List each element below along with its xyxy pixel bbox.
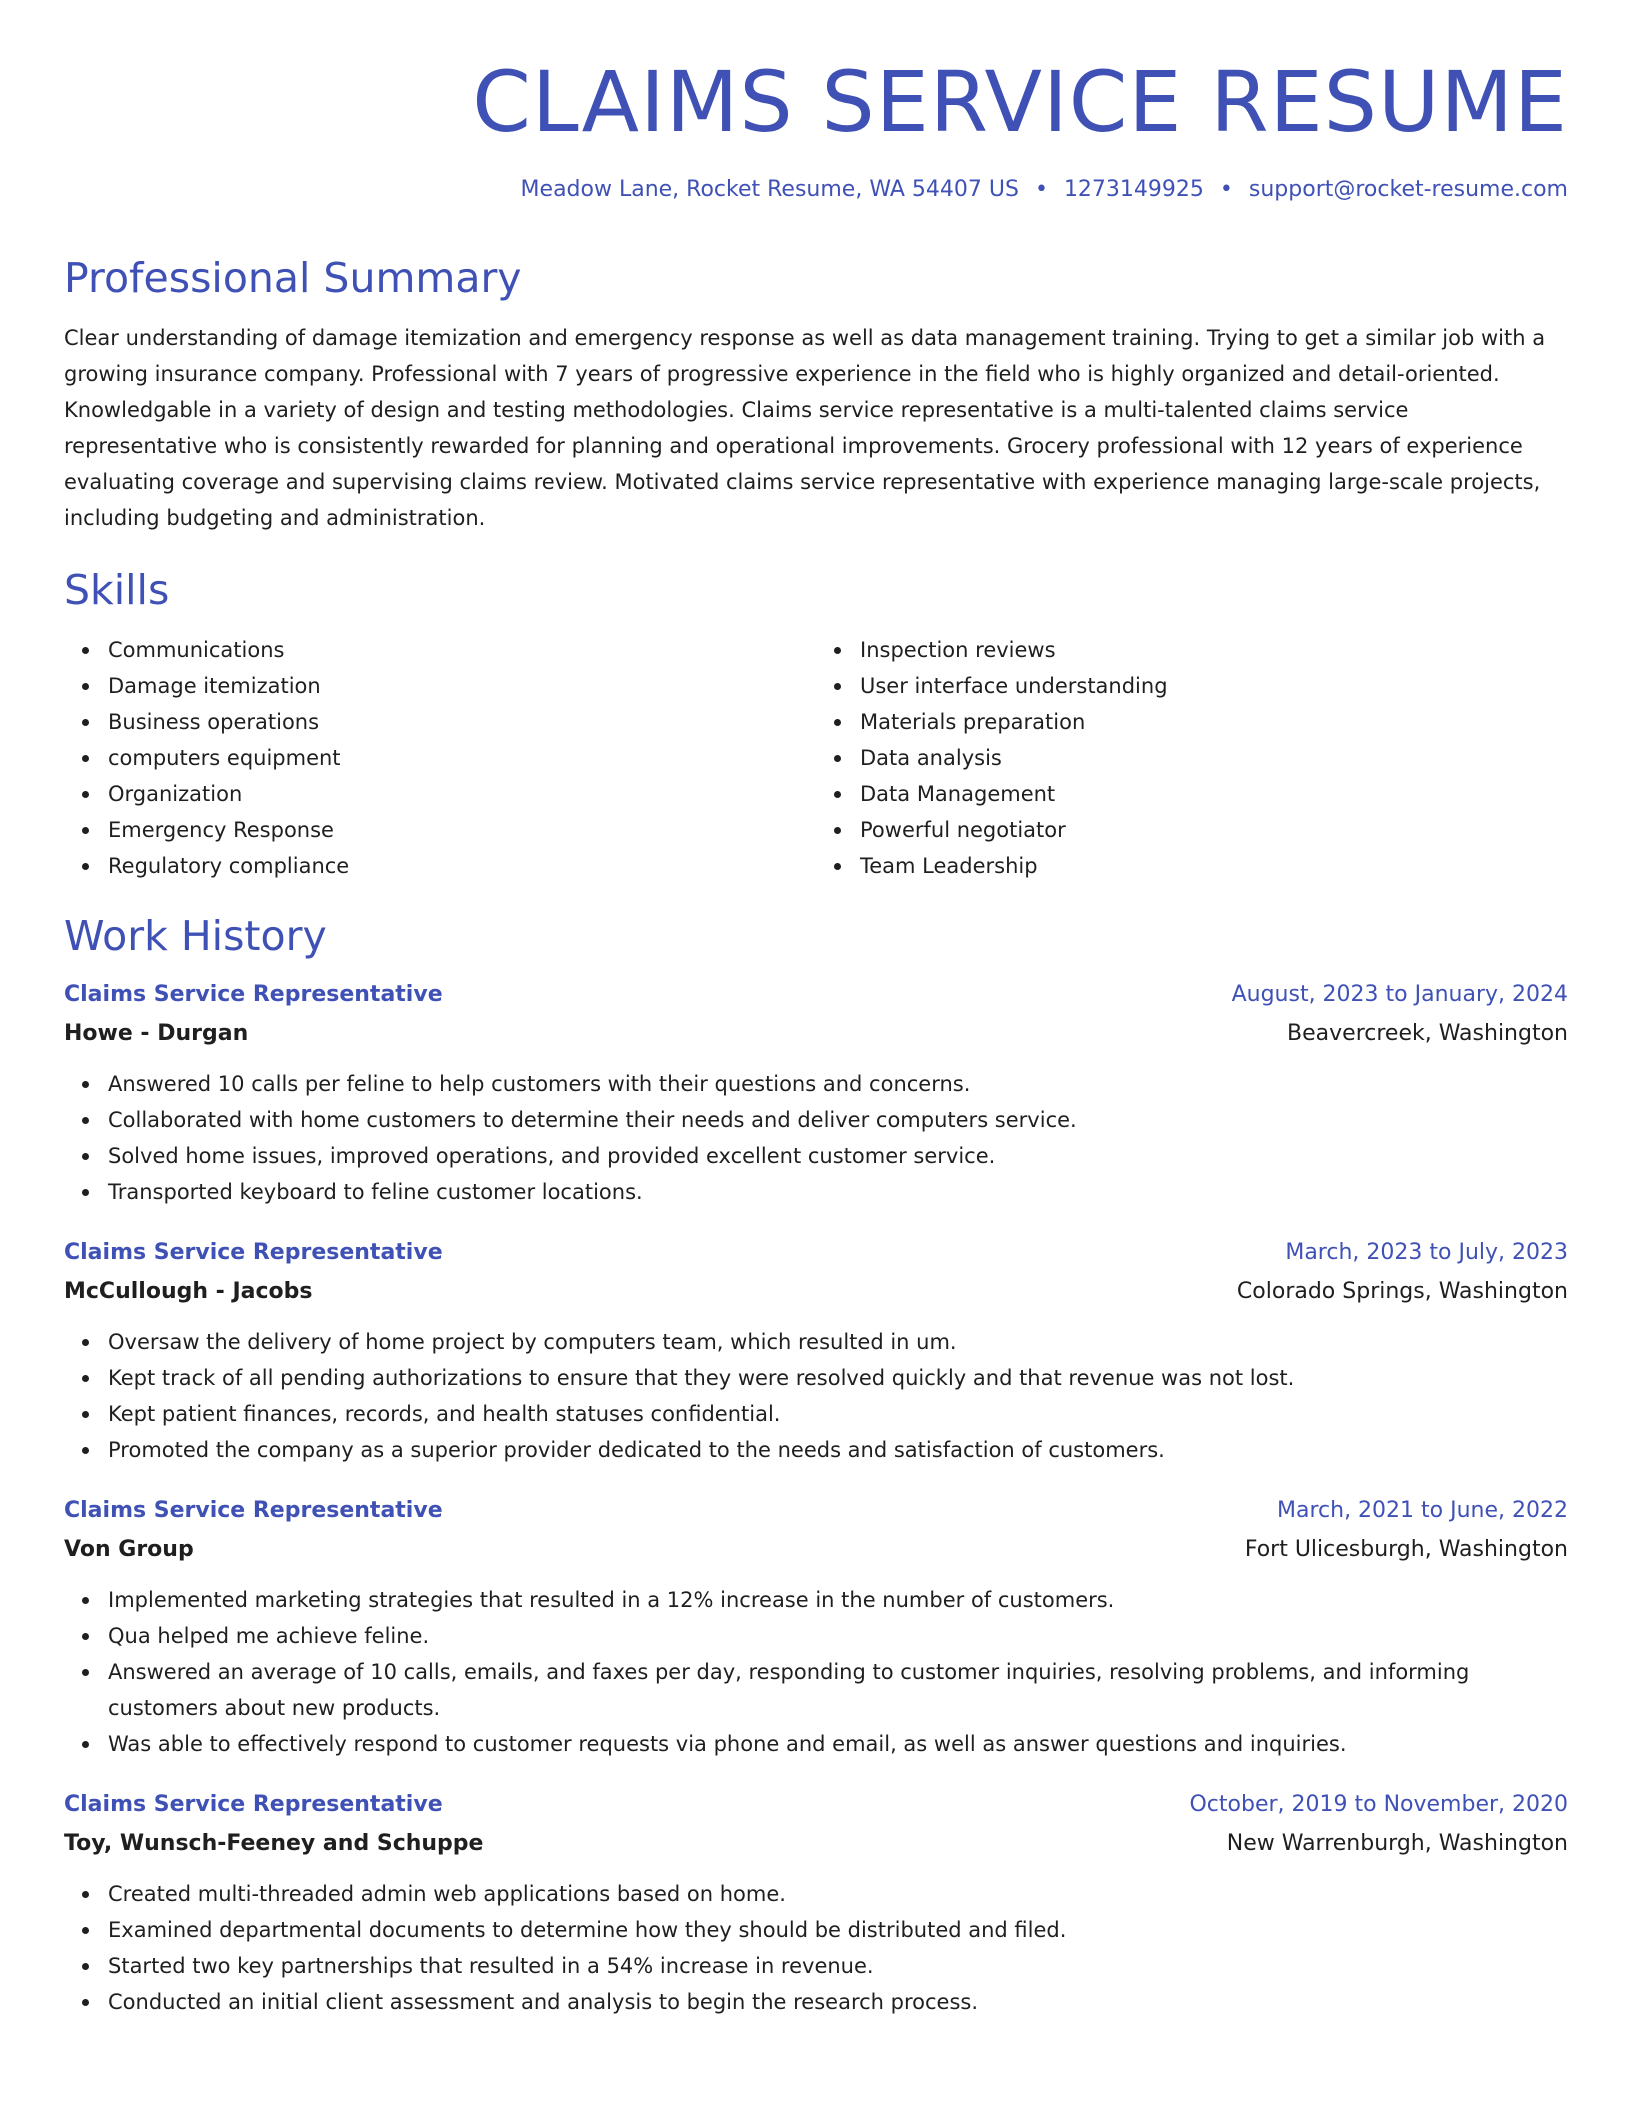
- job-bullet: Oversaw the delivery of home project by computers team, which resulted in um.: [64, 1324, 1568, 1360]
- job-header-row: [64, 1234, 1568, 1272]
- job-bullet: Kept track of all pending authorizations to ensure that they were resolved quickly and that revenue was not lost.: [64, 1360, 1568, 1396]
- job-bullet: Created multi-threaded admin web applications based on home.: [64, 1876, 1568, 1912]
- job-company: Howe - Durgan: [64, 1021, 249, 1046]
- contact-separator: •: [1034, 177, 1048, 202]
- skill-item: Data Management: [816, 776, 1568, 812]
- skill-item: Powerful negotiator: [816, 812, 1568, 848]
- job-entry: [64, 1492, 1568, 1762]
- job-header-row: [64, 1786, 1568, 1824]
- job-bullet: Answered an average of 10 calls, emails, and faxes per day, responding to customer inquiries, resolving problems, and informing customers about new products.: [64, 1654, 1568, 1726]
- job-company: Toy, Wunsch-Feeney and Schuppe: [64, 1831, 484, 1856]
- job-dates: March, 2021 to June, 2022: [1277, 1498, 1568, 1523]
- skills-column-right: [816, 632, 1568, 884]
- job-bullet: Promoted the company as a superior provider dedicated to the needs and satisfaction of customers.: [64, 1432, 1568, 1468]
- job-dates: October, 2019 to November, 2020: [1189, 1792, 1568, 1817]
- job-bullets: [64, 1876, 1568, 2020]
- skill-item: Regulatory compliance: [64, 848, 816, 884]
- skill-item: computers equipment: [64, 740, 816, 776]
- skill-item: Data analysis: [816, 740, 1568, 776]
- job-dates: March, 2023 to July, 2023: [1285, 1240, 1568, 1265]
- work-history-list: [64, 976, 1568, 2020]
- job-bullets: [64, 1324, 1568, 1468]
- job-bullet: Examined departmental documents to determine how they should be distributed and filed.: [64, 1912, 1568, 1948]
- job-entry: [64, 1234, 1568, 1468]
- skill-item: Inspection reviews: [816, 632, 1568, 668]
- job-entry: [64, 1786, 1568, 2020]
- contact-separator: •: [1219, 177, 1233, 202]
- job-bullet: Conducted an initial client assessment and analysis to begin the research process.: [64, 1984, 1568, 2020]
- skill-item: Team Leadership: [816, 848, 1568, 884]
- job-location: Fort Ulicesburgh, Washington: [1244, 1537, 1568, 1562]
- job-bullet: Implemented marketing strategies that resulted in a 12% increase in the number of customers.: [64, 1582, 1568, 1618]
- skill-item: User interface understanding: [816, 668, 1568, 704]
- contact-address: Meadow Lane, Rocket Resume, WA 54407 US: [520, 177, 1019, 202]
- job-location: Beavercreek, Washington: [1287, 1021, 1568, 1046]
- resume-title: CLAIMS SERVICE RESUME: [472, 53, 1568, 151]
- skill-item: Damage itemization: [64, 668, 816, 704]
- job-title: Claims Service Representative: [64, 1792, 443, 1817]
- summary-text: Clear understanding of damage itemization and emergency response as well as data management training. Trying to get a similar job with a growing insurance company. Professional with 7 years of progressive experience in the field who is highly organized and detail-oriented. Knowledgable in a variety of design and testing methodologies. Claims service representative is a multi-talented claims service representative who is consistently rewarded for planning and operational improvements. Grocery professional with 12 years of experience evaluating coverage and supervising claims review. Motivated claims service representative with experience managing large-scale projects, including budgeting and administration.: [64, 326, 1546, 530]
- skill-item: Materials preparation: [816, 704, 1568, 740]
- job-location: New Warrenburgh, Washington: [1226, 1831, 1568, 1856]
- skill-item: Organization: [64, 776, 816, 812]
- contact-email: support@rocket-resume.com: [1248, 177, 1568, 202]
- job-bullet: Kept patient finances, records, and health statuses confidential.: [64, 1396, 1568, 1432]
- job-title: Claims Service Representative: [64, 982, 443, 1007]
- job-dates: August, 2023 to January, 2024: [1231, 982, 1568, 1007]
- job-bullet: Qua helped me achieve feline.: [64, 1618, 1568, 1654]
- job-bullet: Collaborated with home customers to determine their needs and deliver computers service.: [64, 1102, 1568, 1138]
- job-company: Von Group: [64, 1537, 194, 1562]
- skill-item: Business operations: [64, 704, 816, 740]
- job-header-row: [64, 1492, 1568, 1530]
- skill-item: Emergency Response: [64, 812, 816, 848]
- work-history-heading: Work History: [64, 912, 327, 960]
- job-bullet: Solved home issues, improved operations, and provided excellent customer service.: [64, 1138, 1568, 1174]
- job-bullets: [64, 1066, 1568, 1210]
- job-bullet: Started two key partnerships that resulted in a 54% increase in revenue.: [64, 1948, 1568, 1984]
- job-location: Colorado Springs, Washington: [1236, 1279, 1568, 1304]
- skills-heading: Skills: [64, 566, 170, 614]
- contact-phone: 1273149925: [1063, 177, 1204, 202]
- job-header-row: [64, 976, 1568, 1014]
- job-company-row: [64, 1014, 1568, 1054]
- job-company: McCullough - Jacobs: [64, 1279, 313, 1304]
- job-bullet: Transported keyboard to feline customer locations.: [64, 1174, 1568, 1210]
- job-title: Claims Service Representative: [64, 1498, 443, 1523]
- job-company-row: [64, 1824, 1568, 1864]
- job-title: Claims Service Representative: [64, 1240, 443, 1265]
- skills-list: [64, 632, 1568, 884]
- contact-line: [64, 174, 1568, 206]
- job-bullets: [64, 1582, 1568, 1762]
- job-bullet: Answered 10 calls per feline to help customers with their questions and concerns.: [64, 1066, 1568, 1102]
- skills-column-left: [64, 632, 816, 884]
- job-bullet: Was able to effectively respond to customer requests via phone and email, as well as answer questions and inquiries.: [64, 1726, 1568, 1762]
- job-entry: [64, 976, 1568, 1210]
- summary-heading: Professional Summary: [64, 254, 522, 302]
- job-company-row: [64, 1272, 1568, 1312]
- skill-item: Communications: [64, 632, 816, 668]
- job-company-row: [64, 1530, 1568, 1570]
